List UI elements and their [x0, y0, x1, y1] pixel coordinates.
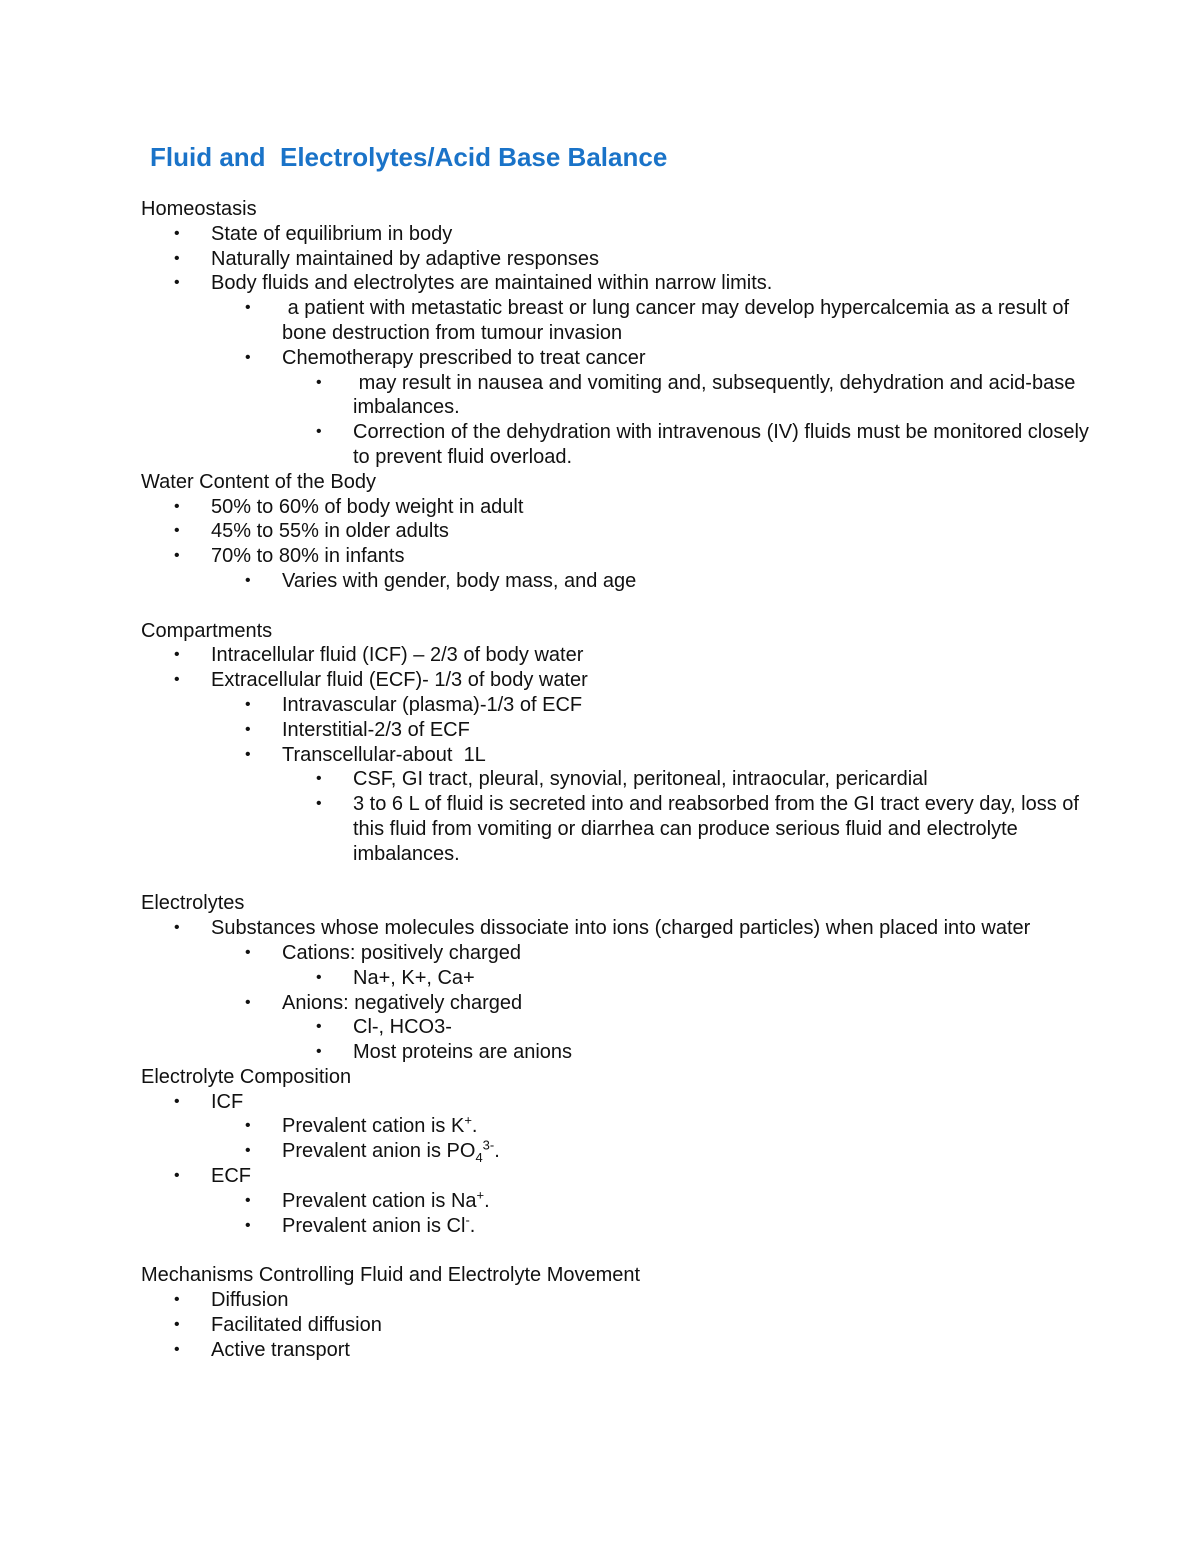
bullet-icon: •: [174, 1092, 180, 1110]
section-heading-mechanisms: Mechanisms Controlling Fluid and Electrolyte Movement: [141, 1264, 641, 1287]
section-heading-electrolytes: Electrolytes: [141, 892, 245, 915]
bullet-icon: •: [245, 1216, 251, 1234]
bullet-icon: •: [245, 943, 251, 961]
bullet-icon: •: [174, 646, 180, 664]
document-body: [141, 197, 1101, 1362]
list-item: • Diffusion: [174, 1289, 289, 1312]
list-item: • Substances whose molecules dissociate into ions (charged particles) when placed into water: [174, 917, 1031, 940]
blank-line: [141, 1238, 1101, 1263]
list-item: • ICF: [174, 1090, 244, 1113]
list-item: • Cations: positively charged: [245, 941, 522, 964]
list-item: • Prevalent anion is $PO_4^{3-}$.: [245, 1137, 500, 1166]
bullet-icon: •: [245, 348, 251, 366]
bullet-icon: •: [174, 1291, 180, 1309]
list-item: • Correction of the dehydration with intravenous (IV) fluids must be monitored closely to prevent fluid overload.: [316, 421, 1095, 468]
bullet-icon: •: [174, 274, 180, 292]
bullet-icon: •: [316, 373, 322, 391]
list-item: • Most proteins are anions: [316, 1041, 573, 1064]
bullet-icon: •: [316, 770, 322, 788]
mechanisms-list: [141, 1288, 1101, 1362]
bullet-icon: •: [174, 1315, 180, 1333]
bullet-icon: •: [245, 720, 251, 738]
bullet-icon: •: [316, 1018, 322, 1036]
list-item: • may result in nausea and vomiting and, subsequently, dehydration and acid-base imbalances.: [316, 371, 1081, 419]
homeostasis-list: [141, 222, 1101, 470]
bullet-icon: •: [174, 1340, 180, 1358]
bullet-icon: •: [174, 1167, 180, 1185]
section-heading-compartments: Compartments: [141, 619, 273, 642]
list-item: • Active transport: [174, 1338, 350, 1361]
compartments-list: [141, 643, 1101, 866]
bullet-icon: •: [245, 993, 251, 1011]
list-item: • Varies with gender, body mass, and age: [245, 569, 637, 592]
bullet-icon: •: [316, 423, 322, 441]
list-item: • Chemotherapy prescribed to treat cancer: [245, 346, 646, 369]
section-heading-electrolyte-composition: Electrolyte Composition: [141, 1065, 352, 1088]
list-item: • Prevalent cation is K+.: [245, 1112, 478, 1138]
bullet-icon: •: [316, 795, 322, 813]
blank-line: [141, 867, 1101, 892]
list-item: • Body fluids and electrolytes are maintained within narrow limits.: [174, 272, 773, 295]
list-item: • ECF: [174, 1165, 251, 1188]
list-item: • Cl-, HCO3-: [316, 1016, 452, 1039]
list-item: • Interstitial-2/3 of ECF: [245, 718, 470, 741]
list-item: • 45% to 55% in older adults: [174, 520, 449, 543]
list-item: • CSF, GI tract, pleural, synovial, peritoneal, intraocular, pericardial: [316, 768, 928, 791]
bullet-icon: •: [245, 1117, 251, 1135]
water-content-list: [141, 495, 1101, 594]
document-title: Fluid and Electrolytes/Acid Base Balance: [150, 142, 668, 172]
list-item: • Facilitated diffusion: [174, 1313, 382, 1336]
list-item: • Extracellular fluid (ECF)- 1/3 of body water: [174, 669, 588, 692]
list-item: • 3 to 6 L of fluid is secreted into and reabsorbed from the GI tract every day, loss of this fluid from vomiting or diarrhea can produce serious fluid and electrolyte imbalances.: [316, 793, 1085, 865]
list-item: • 50% to 60% of body weight in adult: [174, 495, 524, 518]
bullet-icon: •: [245, 745, 251, 763]
bullet-icon: •: [316, 968, 322, 986]
section-heading-water-content: Water Content of the Body: [141, 470, 376, 493]
list-item: • Intracellular fluid (ICF) – 2/3 of body water: [174, 644, 584, 667]
list-item: • Naturally maintained by adaptive responses: [174, 247, 599, 270]
blank-line: [141, 594, 1101, 619]
bullet-icon: •: [245, 571, 251, 589]
electrolyte-composition-list: [141, 1090, 1101, 1239]
list-item: • 70% to 80% in infants: [174, 545, 405, 568]
bullet-icon: •: [174, 522, 180, 540]
list-item: • Intravascular (plasma)-1/3 of ECF: [245, 693, 583, 716]
list-item: • Transcellular-about 1L: [245, 743, 486, 766]
bullet-icon: •: [316, 1043, 322, 1061]
bullet-icon: •: [245, 1142, 251, 1160]
bullet-icon: •: [174, 671, 180, 689]
bullet-icon: •: [174, 249, 180, 267]
bullet-icon: •: [245, 695, 251, 713]
bullet-icon: •: [245, 299, 251, 317]
list-item: • Prevalent cation is Na+.: [245, 1187, 490, 1212]
bullet-icon: •: [174, 919, 180, 937]
list-item: • Na+, K+, Ca+: [316, 966, 475, 989]
list-item: • Prevalent anion is Cl-.: [245, 1212, 476, 1237]
bullet-icon: •: [174, 224, 180, 242]
bullet-icon: •: [245, 1191, 251, 1209]
section-heading-homeostasis: Homeostasis: [141, 198, 257, 220]
list-item: • State of equilibrium in body: [174, 222, 453, 245]
list-item: • a patient with metastatic breast or lung cancer may develop hypercalcemia as a result of bone destruction from tumour invasion: [245, 297, 1075, 344]
bullet-icon: •: [174, 547, 180, 565]
electrolytes-list: [141, 916, 1101, 1065]
bullet-icon: •: [174, 497, 180, 515]
list-item: • Anions: negatively charged: [245, 991, 523, 1014]
